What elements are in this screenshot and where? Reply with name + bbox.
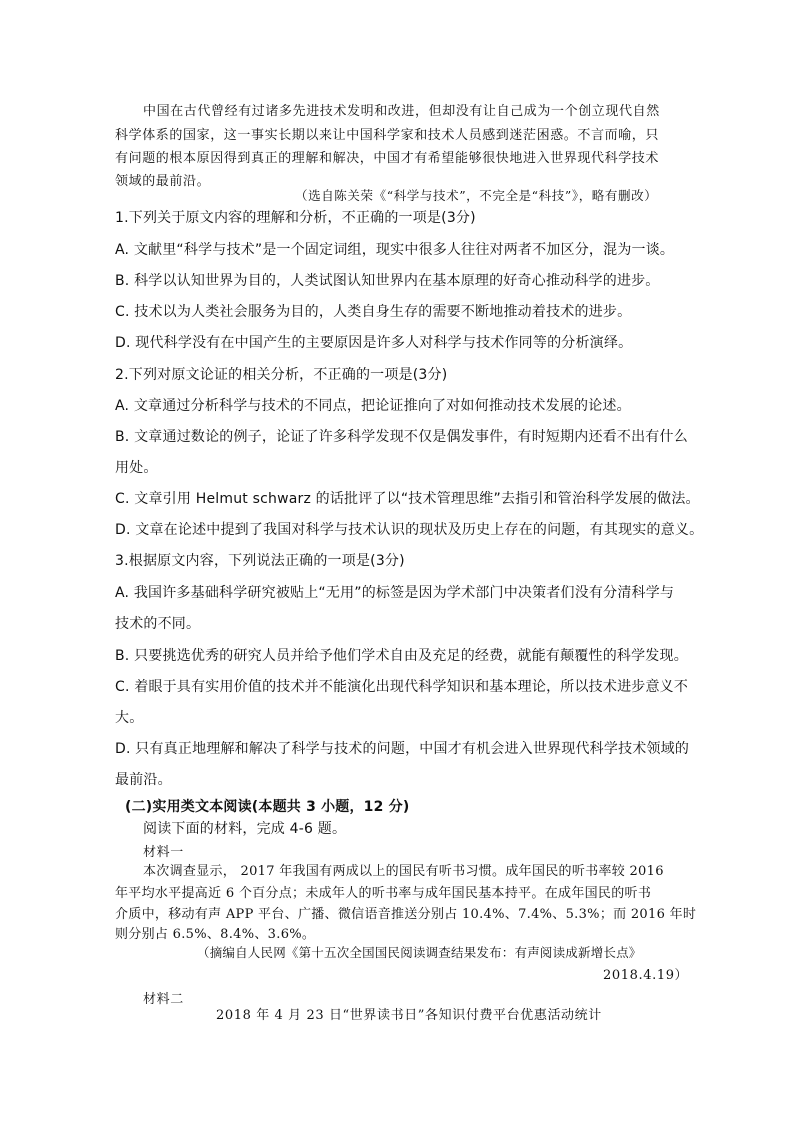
material-1-line-1: 本次调查显示， 2017 年我国有两成以上的国民有听书习惯。成年国民的听书率较 2016 (143, 864, 664, 879)
material-2-label: 材料二 (143, 992, 184, 1007)
section-heading: (二)实用类文本阅读(本题共 3 小题，12 分) (125, 799, 410, 815)
question-3-option-d-cont: 最前沿。 (115, 772, 172, 788)
material-1-label: 材料一 (143, 845, 184, 860)
question-1-stem: 1.下列关于原文内容的理解和分析，不正确的一项是(3分) (115, 210, 476, 226)
material-1-line-3: 介质中，移动有声 APP 平台、广播、微信语音推送分别占 10.4%、7.4%、5.3%；而 2016 年时 (115, 907, 697, 922)
question-2-option-a: A. 文章通过分析科学与技术的不同点，把论证推向了对如何推动技术发展的论述。 (115, 398, 631, 414)
question-3-option-d: D. 只有真正地理解和解决了科学与技术的问题，中国才有机会进入世界现代科学技术领域的 (115, 741, 690, 757)
intro-line-2: 科学体系的国家，这一事实长期以来让中国科学家和技术人员感到迷茫困惑。不言而喻，只 (115, 128, 660, 143)
question-2-option-c: C. 文章引用 Helmut schwarz 的话批评了以“技术管理思维”去指引和管治科学发展的做法。 (115, 491, 700, 507)
material-2-title: 2018 年 4 月 23 日“世界读书日”各知识付费平台优惠活动统计 (216, 1008, 602, 1023)
question-2-option-b: B. 文章通过数论的例子，论证了许多科学发现不仅是偶发事件，有时短期内还看不出有什么 (115, 429, 688, 445)
question-3-option-c: C. 着眼于具有实用价值的技术并不能演化出现代科学知识和基本理论，所以技术进步意义不 (115, 679, 689, 695)
question-3-option-b: B. 只要挑选优秀的研究人员并给予他们学术自由及充足的经费，就能有颠覆性的科学发现。 (115, 648, 688, 664)
question-3-option-a-cont: 技术的不同。 (115, 616, 201, 632)
question-3-stem: 3.根据原文内容，下列说法正确的一项是(3分) (115, 553, 405, 569)
intro-line-4: 领域的最前沿。 (115, 174, 211, 189)
question-1-option-b: B. 科学以认知世界为目的，人类试图认知世界内在基本原理的好奇心推动科学的进步。 (115, 273, 660, 289)
question-2-option-b-cont: 用处。 (115, 460, 158, 476)
question-1-option-c: C. 技术以为人类社会服务为目的，人类自身生存的需要不断地推动着技术的进步。 (115, 304, 632, 320)
intro-source: （选自陈关荣《“科学与技术”，不完全是“科技”》，略有删改） (295, 188, 658, 203)
intro-line-1: 中国在古代曾经有过诸多先进技术发明和改进，但却没有让自己成为一个创立现代自然 (143, 104, 660, 119)
intro-line-3: 有问题的根本原因得到真正的理解和解决，中国才有希望能够很快地进入世界现代科学技术 (115, 151, 660, 166)
question-1-option-a: A. 文献里“科学与技术”是一个固定词组，现实中很多人往往对两者不加区分，混为一谈。 (115, 242, 675, 258)
question-3-option-c-cont: 大。 (115, 710, 144, 726)
question-3-option-a: A. 我国许多基础科学研究被贴上“无用”的标签是因为学术部门中决策者们没有分清科学与 (115, 585, 675, 601)
material-1-line-4: 则分别占 6.5%、8.4%、3.6%。 (115, 927, 316, 942)
question-2-option-d: D. 文章在论述中提到了我国对科学与技术认识的现状及历史上存在的问题，有其现实的意义。 (115, 522, 704, 538)
material-1-source: （摘编自人民网《第十五次全国国民阅读调查结果发布：有声阅读成新增长点》 (197, 945, 642, 960)
question-1-option-d: D. 现代科学没有在中国产生的主要原因是许多人对科学与技术作同等的分析演绎。 (115, 335, 633, 351)
material-1-date: 2018.4.19） (603, 968, 689, 983)
question-2-stem: 2.下列对原文论证的相关分析，不正确的一项是(3分) (115, 367, 448, 383)
section-instruction: 阅读下面的材料，完成 4-6 题。 (143, 821, 347, 837)
material-1-line-2: 年平均水平提高近 6 个百分点；未成年人的听书率与成年国民基本持平。在成年国民的听书 (115, 886, 652, 901)
